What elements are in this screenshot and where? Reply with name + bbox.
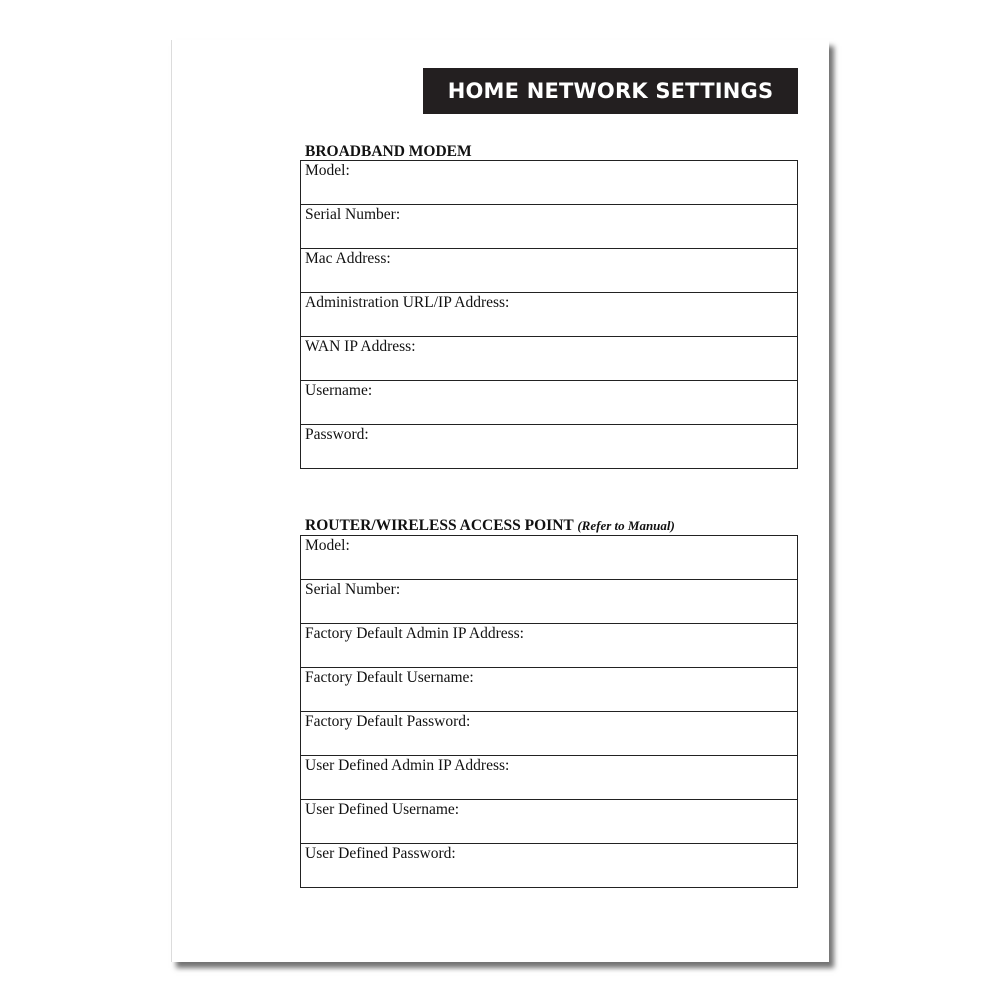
section-heading-router xyxy=(305,517,675,535)
field-user-username[interactable] xyxy=(301,800,797,844)
field-label: Factory Default Username: xyxy=(305,669,474,686)
section-heading-note: (Refer to Manual) xyxy=(577,518,675,533)
field-model[interactable] xyxy=(301,161,797,205)
field-label: Password: xyxy=(305,426,369,443)
broadband-modem-table xyxy=(300,160,798,469)
field-admin-url-ip[interactable] xyxy=(301,293,797,337)
field-factory-admin-ip[interactable] xyxy=(301,624,797,668)
field-label: Model: xyxy=(305,537,350,554)
section-heading-broadband-modem xyxy=(305,143,472,161)
field-label: Factory Default Admin IP Address: xyxy=(305,625,524,642)
field-serial-number[interactable] xyxy=(301,205,797,249)
field-username[interactable] xyxy=(301,381,797,425)
field-label: Mac Address: xyxy=(305,250,391,267)
router-table xyxy=(300,535,798,888)
field-label: Serial Number: xyxy=(305,206,401,223)
field-label: User Defined Username: xyxy=(305,801,460,818)
field-label: WAN IP Address: xyxy=(305,338,416,355)
field-label: User Defined Password: xyxy=(305,845,456,862)
field-model[interactable] xyxy=(301,536,797,580)
field-factory-password[interactable] xyxy=(301,712,797,756)
field-factory-username[interactable] xyxy=(301,668,797,712)
field-label: Factory Default Password: xyxy=(305,713,471,730)
field-user-password[interactable] xyxy=(301,844,797,888)
field-serial-number[interactable] xyxy=(301,580,797,624)
field-password[interactable] xyxy=(301,425,797,469)
section-heading-text: BROADBAND MODEM xyxy=(305,143,472,160)
field-wan-ip[interactable] xyxy=(301,337,797,381)
field-label: Model: xyxy=(305,162,350,179)
form-page xyxy=(171,40,829,962)
field-user-admin-ip[interactable] xyxy=(301,756,797,800)
field-label: Serial Number: xyxy=(305,581,401,598)
field-label: Username: xyxy=(305,382,373,399)
field-mac-address[interactable] xyxy=(301,249,797,293)
page-title: HOME NETWORK SETTINGS xyxy=(423,68,798,114)
section-heading-text: ROUTER/WIRELESS ACCESS POINT xyxy=(305,517,574,534)
field-label: User Defined Admin IP Address: xyxy=(305,757,510,774)
field-label: Administration URL/IP Address: xyxy=(305,294,510,311)
